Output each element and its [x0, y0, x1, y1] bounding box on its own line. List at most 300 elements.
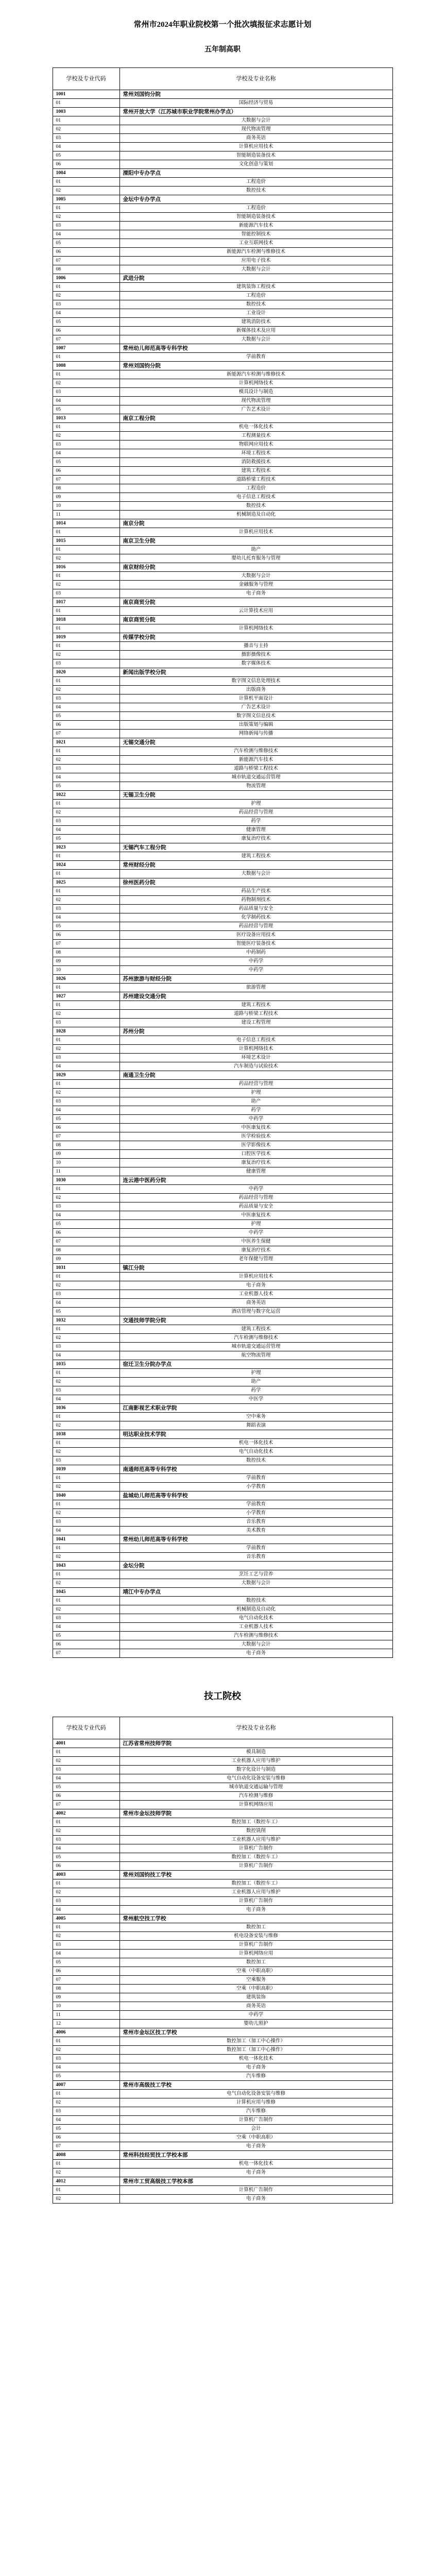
major-row [53, 1766, 392, 1774]
school-row [53, 1465, 392, 1474]
major-name-cell: 商务英语 [119, 134, 392, 143]
major-row [53, 178, 392, 187]
major-row [53, 1386, 392, 1395]
code-cell: 06 [53, 1862, 119, 1871]
major-row [53, 659, 392, 668]
code-cell: 02 [53, 292, 119, 300]
major-row [53, 651, 392, 659]
major-name-cell: 城市轨道交通运输与管理 [119, 1783, 392, 1792]
major-row [53, 1456, 392, 1465]
school-name-cell: 常州幼儿师范高等专科学校 [119, 1535, 392, 1544]
code-cell: 1027 [53, 992, 119, 1001]
major-name-cell: 康复治疗技术 [119, 1159, 392, 1167]
major-row [53, 1950, 392, 1958]
major-name-cell: 工程造价 [119, 204, 392, 213]
code-cell: 01 [53, 1369, 119, 1378]
major-row [53, 1159, 392, 1167]
major-name-cell: 计算机应用技术 [119, 1273, 392, 1281]
major-name-cell: 药品质量与安全 [119, 1202, 392, 1211]
code-cell: 1039 [53, 1465, 119, 1474]
school-name-cell: 明达职业技术学院 [119, 1430, 392, 1439]
major-name-cell: 计算机网络技术 [119, 1045, 392, 1054]
major-name-cell: 药品质量与安全 [119, 905, 392, 913]
code-cell: 01 [53, 1474, 119, 1483]
code-cell: 07 [53, 476, 119, 484]
major-row [53, 151, 392, 160]
code-cell: 01 [53, 1325, 119, 1334]
major-name-cell: 计算机网络技术 [119, 624, 392, 633]
code-cell: 09 [53, 1150, 119, 1159]
code-cell: 02 [53, 756, 119, 765]
school-name-cell: 金坛分院 [119, 1562, 392, 1570]
table-five-year [53, 67, 393, 1658]
school-row [53, 414, 392, 423]
school-name-cell: 苏州旅游与财经分院 [119, 975, 392, 984]
code-cell: 01 [53, 1748, 119, 1757]
code-cell: 06 [53, 327, 119, 335]
major-row [53, 1958, 392, 1967]
code-cell: 05 [53, 922, 119, 931]
major-name-cell: 舞蹈表演 [119, 1421, 392, 1430]
major-row [53, 589, 392, 598]
major-row [53, 1649, 392, 1658]
code-cell: 01 [53, 283, 119, 292]
code-cell: 03 [53, 2107, 119, 2116]
major-name-cell: 商务英语 [119, 1299, 392, 1308]
code-cell: 02 [53, 808, 119, 817]
major-name-cell: 医学影像技术 [119, 1141, 392, 1150]
code-cell: 05 [53, 318, 119, 327]
major-name-cell: 应用电子技术 [119, 257, 392, 265]
major-name-cell: 数控加工（加工中心操作） [119, 2046, 392, 2055]
major-row [53, 1185, 392, 1194]
major-row [53, 624, 392, 633]
major-name-cell: 建设工程管理 [119, 1019, 392, 1027]
major-row [53, 2055, 392, 2063]
school-name-cell: 无锡交通分院 [119, 738, 392, 747]
major-row [53, 1623, 392, 1632]
code-cell: 04 [53, 826, 119, 835]
major-name-cell: 模具制造 [119, 1748, 392, 1757]
major-row [53, 1281, 392, 1290]
major-row [53, 440, 392, 449]
major-name-cell: 智能控制技术 [119, 230, 392, 239]
major-name-cell: 康复治疗技术 [119, 835, 392, 843]
major-row [53, 572, 392, 581]
code-cell: 1025 [53, 878, 119, 887]
major-row [53, 1089, 392, 1097]
code-cell: 05 [53, 2072, 119, 2081]
table-body-five-year [53, 90, 392, 1658]
code-cell: 02 [53, 213, 119, 222]
school-row [53, 344, 392, 353]
major-row [53, 2168, 392, 2177]
major-name-cell: 云计算技术应用 [119, 607, 392, 616]
major-name-cell: 现代物流管理 [119, 125, 392, 134]
major-row [53, 703, 392, 712]
school-name-cell: 江苏省常州技师学院 [119, 1739, 392, 1748]
header-code: 学校及专业代码 [53, 1717, 119, 1739]
major-row [53, 484, 392, 493]
major-name-cell: 大数据与会计 [119, 870, 392, 878]
school-name-cell: 溧阳中专办学点 [119, 169, 392, 178]
code-cell: 1029 [53, 1071, 119, 1080]
code-cell: 02 [53, 1509, 119, 1518]
major-name-cell: 道路桥梁工程技术 [119, 476, 392, 484]
code-cell: 01 [53, 1544, 119, 1553]
major-row [53, 852, 392, 861]
major-row [53, 1308, 392, 1316]
code-cell: 4007 [53, 2081, 119, 2090]
major-row [53, 1527, 392, 1535]
major-name-cell: 电子商务 [119, 2142, 392, 2151]
major-name-cell: 工程测量技术 [119, 432, 392, 440]
school-row [53, 537, 392, 546]
major-name-cell: 环境工程技术 [119, 449, 392, 458]
major-name-cell: 中药学 [119, 1229, 392, 1238]
code-cell: 01 [53, 546, 119, 554]
major-name-cell: 大数据与会计 [119, 265, 392, 274]
major-name-cell: 机电一体化技术 [119, 1439, 392, 1448]
major-row [53, 730, 392, 738]
major-row [53, 905, 392, 913]
major-row [53, 213, 392, 222]
code-cell: 08 [53, 1985, 119, 1993]
major-name-cell: 汽车制造与试验技术 [119, 1062, 392, 1071]
school-row [53, 2151, 392, 2160]
major-row [53, 1343, 392, 1351]
major-row [53, 1220, 392, 1229]
code-cell: 1045 [53, 1588, 119, 1597]
code-cell: 1022 [53, 791, 119, 800]
school-row [53, 1871, 392, 1879]
code-cell: 05 [53, 1308, 119, 1316]
code-cell: 1026 [53, 975, 119, 984]
major-row [53, 257, 392, 265]
major-row [53, 2090, 392, 2098]
major-row [53, 204, 392, 213]
school-name-cell: 常州开放大学（江苏城市职业学院常州办学点） [119, 108, 392, 116]
major-row [53, 721, 392, 730]
school-row [53, 1588, 392, 1597]
major-name-cell: 机电一体化技术 [119, 423, 392, 432]
major-name-cell: 空乘服务 [119, 1976, 392, 1985]
major-name-cell: 会计 [119, 2125, 392, 2133]
school-name-cell: 江南影视艺术职业学院 [119, 1404, 392, 1413]
major-name-cell: 电子商务 [119, 1649, 392, 1658]
school-name-cell: 常州财经分院 [119, 861, 392, 870]
major-row [53, 1325, 392, 1334]
major-name-cell: 智能制造装备技术 [119, 213, 392, 222]
major-name-cell: 城市轨道交通运营管理 [119, 1343, 392, 1351]
code-cell: 1043 [53, 1562, 119, 1570]
major-name-cell: 计算机应用与维修 [119, 2098, 392, 2107]
major-row [53, 1879, 392, 1888]
code-cell: 05 [53, 1853, 119, 1862]
code-cell: 1041 [53, 1535, 119, 1544]
major-name-cell: 新能源汽车技术 [119, 222, 392, 230]
major-name-cell: 摄影摄像技术 [119, 651, 392, 659]
school-name-cell: 南京财经分院 [119, 563, 392, 572]
major-name-cell: 老年保健与管理 [119, 1255, 392, 1264]
major-row [53, 309, 392, 318]
code-cell: 03 [53, 589, 119, 598]
school-row [53, 90, 392, 99]
code-cell: 03 [53, 694, 119, 703]
code-cell: 01 [53, 2037, 119, 2046]
school-row [53, 563, 392, 572]
major-name-cell: 数控加工（数控车工） [119, 1818, 392, 1827]
major-name-cell: 工程造价 [119, 178, 392, 187]
major-row [53, 642, 392, 651]
major-row [53, 1054, 392, 1062]
code-cell: 03 [53, 1456, 119, 1465]
major-name-cell: 国际经济与贸易 [119, 99, 392, 108]
major-name-cell: 机电一体化技术 [119, 2055, 392, 2063]
major-row [53, 607, 392, 616]
code-cell: 05 [53, 2125, 119, 2133]
major-name-cell: 电子信息工程技术 [119, 493, 392, 502]
major-name-cell: 出版策划与编辑 [119, 721, 392, 730]
major-name-cell: 药品生产技术 [119, 887, 392, 896]
major-row [53, 2011, 392, 2020]
major-row [53, 1483, 392, 1492]
major-row [53, 99, 392, 108]
major-name-cell: 建筑消防技术 [119, 318, 392, 327]
code-cell: 03 [53, 222, 119, 230]
school-row [53, 975, 392, 984]
code-cell: 06 [53, 467, 119, 476]
code-cell: 11 [53, 2011, 119, 2020]
code-cell: 03 [53, 1836, 119, 1844]
major-row [53, 1238, 392, 1246]
major-name-cell: 计算机网络应用 [119, 1801, 392, 1809]
code-cell: 03 [53, 1897, 119, 1906]
code-cell: 01 [53, 642, 119, 651]
major-row [53, 2142, 392, 2151]
code-cell: 03 [53, 1290, 119, 1299]
code-cell: 04 [53, 1211, 119, 1220]
code-cell: 07 [53, 1976, 119, 1985]
major-row [53, 1395, 392, 1404]
major-row [53, 248, 392, 257]
major-name-cell: 口腔医学技术 [119, 1150, 392, 1159]
code-cell: 01 [53, 800, 119, 808]
code-cell: 04 [53, 1299, 119, 1308]
major-row [53, 493, 392, 502]
school-name-cell: 传媒学校分院 [119, 633, 392, 642]
code-cell: 4008 [53, 2151, 119, 2160]
school-name-cell: 南京商贸分院 [119, 598, 392, 607]
major-row [53, 1273, 392, 1281]
code-cell: 01 [53, 1500, 119, 1509]
major-row [53, 756, 392, 765]
major-name-cell: 中药学 [119, 1115, 392, 1124]
code-cell: 01 [53, 178, 119, 187]
code-cell: 03 [53, 300, 119, 309]
major-row [53, 1010, 392, 1019]
major-row [53, 1299, 392, 1308]
code-cell: 01 [53, 1413, 119, 1421]
major-name-cell: 消防救援技术 [119, 458, 392, 467]
school-name-cell: 常州刘国钧分院 [119, 362, 392, 370]
school-row [53, 1071, 392, 1080]
major-row [53, 1097, 392, 1106]
major-name-cell: 美术教育 [119, 1527, 392, 1535]
major-name-cell: 汽车维修 [119, 2072, 392, 2081]
major-name-cell: 物联网应用技术 [119, 440, 392, 449]
major-name-cell: 婴幼儿托育服务与管理 [119, 554, 392, 563]
school-row [53, 791, 392, 800]
major-row [53, 1579, 392, 1588]
code-cell: 08 [53, 484, 119, 493]
school-name-cell: 新闻出版学校分院 [119, 668, 392, 677]
school-row [53, 1404, 392, 1413]
code-cell: 07 [53, 2142, 119, 2151]
school-row [53, 843, 392, 852]
code-cell: 1038 [53, 1430, 119, 1439]
major-name-cell: 计算机广告制作 [119, 2116, 392, 2125]
major-name-cell: 空乘（中职高职） [119, 2133, 392, 2142]
major-row [53, 134, 392, 143]
code-cell: 02 [53, 2168, 119, 2177]
major-name-cell: 机械制造及自动化 [119, 1605, 392, 1614]
code-cell: 03 [53, 440, 119, 449]
major-name-cell: 机电设备安装与维修 [119, 1932, 392, 1941]
major-name-cell: 学前教育 [119, 1474, 392, 1483]
school-name-cell: 南通卫生分院 [119, 1071, 392, 1080]
code-cell: 09 [53, 493, 119, 502]
school-row [53, 1430, 392, 1439]
major-row [53, 1774, 392, 1783]
major-row [53, 1553, 392, 1562]
code-cell: 03 [53, 1202, 119, 1211]
code-cell: 04 [53, 309, 119, 318]
code-cell: 01 [53, 624, 119, 633]
code-cell: 02 [53, 1045, 119, 1054]
code-cell: 11 [53, 1167, 119, 1176]
code-cell: 02 [53, 1605, 119, 1614]
major-name-cell: 建筑工程技术 [119, 1001, 392, 1010]
code-cell: 01 [53, 2160, 119, 2168]
major-row [53, 1993, 392, 2002]
major-row [53, 1801, 392, 1809]
major-name-cell: 护理 [119, 1369, 392, 1378]
major-row [53, 1413, 392, 1421]
major-name-cell: 网络新闻与传播 [119, 730, 392, 738]
major-row [53, 388, 392, 397]
code-cell: 06 [53, 1792, 119, 1801]
major-name-cell: 中药制药 [119, 948, 392, 957]
code-cell: 07 [53, 1238, 119, 1246]
code-cell: 01 [53, 607, 119, 616]
code-cell: 11 [53, 511, 119, 519]
school-row [53, 1360, 392, 1369]
code-cell: 01 [53, 1185, 119, 1194]
major-row [53, 2116, 392, 2125]
code-cell: 4001 [53, 1739, 119, 1748]
major-name-cell: 药品经营与管理 [119, 922, 392, 931]
code-cell: 02 [53, 1757, 119, 1766]
major-row [53, 300, 392, 309]
code-cell: 02 [53, 432, 119, 440]
school-name-cell: 宿迁卫生分院办学点 [119, 1360, 392, 1369]
school-row [53, 274, 392, 283]
code-cell: 05 [53, 1783, 119, 1792]
major-row [53, 782, 392, 791]
major-name-cell: 健康管理 [119, 826, 392, 835]
major-row [53, 405, 392, 414]
major-name-cell: 数字图文信息处理技术 [119, 677, 392, 686]
code-cell: 01 [53, 747, 119, 756]
major-name-cell: 大数据与会计 [119, 116, 392, 125]
major-row [53, 1439, 392, 1448]
major-row [53, 1976, 392, 1985]
major-row [53, 1202, 392, 1211]
major-row [53, 1124, 392, 1132]
code-cell: 01 [53, 870, 119, 878]
code-cell: 01 [53, 423, 119, 432]
major-row [53, 1334, 392, 1343]
code-cell: 04 [53, 1906, 119, 1914]
major-row [53, 747, 392, 756]
major-name-cell: 旅游管理 [119, 984, 392, 992]
major-name-cell: 电气自动化设备安装与维修 [119, 2090, 392, 2098]
code-cell: 05 [53, 458, 119, 467]
code-cell: 1006 [53, 274, 119, 283]
major-name-cell: 小学教育 [119, 1483, 392, 1492]
major-row [53, 353, 392, 362]
major-name-cell: 中医养生保健 [119, 1238, 392, 1246]
code-cell: 01 [53, 204, 119, 213]
school-name-cell: 常州刘国钧技工学校 [119, 1871, 392, 1879]
school-row [53, 878, 392, 887]
code-cell: 03 [53, 1343, 119, 1351]
school-row [53, 1264, 392, 1273]
major-name-cell: 城市轨道交通运营管理 [119, 773, 392, 782]
code-cell: 02 [53, 1888, 119, 1897]
major-row [53, 940, 392, 948]
major-name-cell: 数控加工（数控车工） [119, 1853, 392, 1862]
code-cell: 01 [53, 1818, 119, 1827]
major-row [53, 1290, 392, 1299]
school-row [53, 362, 392, 370]
major-name-cell: 工业机器人应用与维护 [119, 1836, 392, 1844]
major-name-cell: 计算机广告制作 [119, 1862, 392, 1871]
major-row [53, 1906, 392, 1914]
code-cell: 03 [53, 2055, 119, 2063]
major-row [53, 230, 392, 239]
code-cell: 04 [53, 143, 119, 151]
school-row [53, 598, 392, 607]
code-cell: 06 [53, 1124, 119, 1132]
major-row [53, 694, 392, 703]
code-cell: 01 [53, 353, 119, 362]
code-cell: 02 [53, 686, 119, 694]
major-name-cell: 汽车检测与维修 [119, 1792, 392, 1801]
code-cell: 4005 [53, 1914, 119, 1923]
major-row [53, 1632, 392, 1640]
school-name-cell: 南京商贸分院 [119, 616, 392, 624]
school-row [53, 108, 392, 116]
major-row [53, 1544, 392, 1553]
school-name-cell: 交通技师学院分院 [119, 1316, 392, 1325]
code-cell: 03 [53, 659, 119, 668]
major-name-cell: 汽车检测与维修技术 [119, 1632, 392, 1640]
major-row [53, 1421, 392, 1430]
code-cell: 08 [53, 265, 119, 274]
school-row [53, 1492, 392, 1500]
